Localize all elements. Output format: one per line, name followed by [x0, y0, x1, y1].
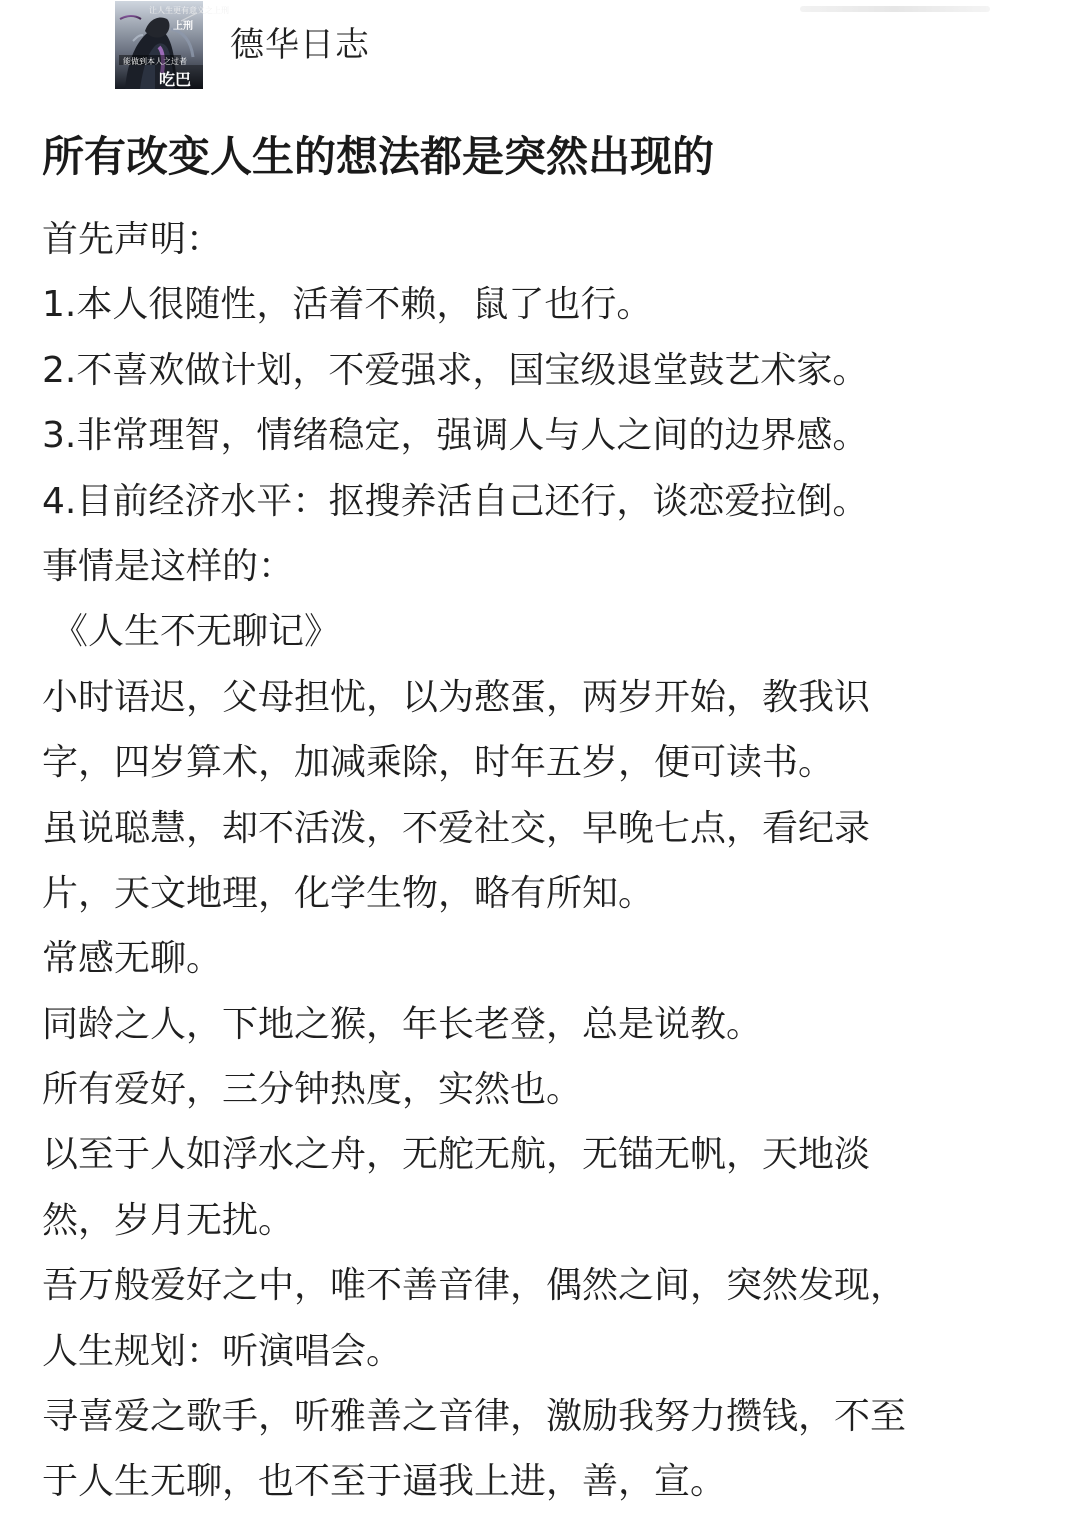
post-title: 所有改变人生的想法都是突然出现的 — [42, 132, 715, 181]
body-line: 常感无聊。 — [42, 938, 223, 980]
post-header — [115, 0, 370, 90]
avatar-mid-text: 上刑 — [173, 21, 193, 32]
avatar-top-text: 让人生更有意义之上刑 — [149, 6, 229, 15]
body-line: 首先声明： — [42, 219, 223, 260]
body-line: 于人生无聊，也不至于逼我上进，善，宣。 — [42, 1461, 727, 1503]
body-line: 虽说聪慧，却不活泼，不爱社交，早晚七点，看纪录 — [42, 807, 871, 849]
body-line: 字，四岁算术，加减乘除，时年五岁，便可读书。 — [42, 742, 835, 784]
body-line: 同龄之人，下地之猴，年长老登，总是说教。 — [42, 1003, 763, 1045]
body-line: 小时语迟，父母担忧，以为憨蛋，两岁开始，教我识 — [42, 676, 871, 718]
body-line: 4.目前经济水平：抠搜养活自己还行，谈恋爱拉倒。 — [42, 480, 869, 522]
body-line: 以至于人如浮水之舟，无舵无航，无锚无帆，天地淡 — [42, 1134, 871, 1176]
body-line: 2.不喜欢做计划，不爱强求，国宝级退堂鼓艺术家。 — [42, 349, 869, 391]
avatar[interactable] — [115, 1, 229, 89]
body-line: 《人生不无聊记》 — [52, 611, 341, 653]
body-line: 寻喜爱之歌手，听雅善之音律，激励我努力攒钱，不至 — [42, 1396, 907, 1438]
body-line: 1.本人很随性，活着不赖，鼠了也行。 — [42, 284, 653, 326]
body-line: 3.非常理智，情绪稳定，强调人与人之间的边界感。 — [42, 415, 869, 457]
avatar-brand-text: 吃巴 — [159, 70, 192, 89]
body-line: 所有爱好，三分钟热度，实然也。 — [42, 1069, 583, 1111]
body-line: 片，天文地理，化学生物，略有所知。 — [42, 872, 655, 914]
body-line: 然，岁月无扰。 — [42, 1199, 295, 1241]
avatar-bottom-text: 能做到本人之过者 — [123, 57, 187, 66]
body-line: 吾万般爱好之中，唯不善音律，偶然之间，突然发现， — [42, 1265, 907, 1307]
post-body — [42, 207, 1042, 1515]
top-divider — [800, 6, 990, 12]
username[interactable]: 德华日志 — [230, 25, 370, 65]
body-line: 人生规划：听演唱会。 — [42, 1330, 403, 1372]
body-line: 事情是这样的： — [42, 545, 295, 587]
